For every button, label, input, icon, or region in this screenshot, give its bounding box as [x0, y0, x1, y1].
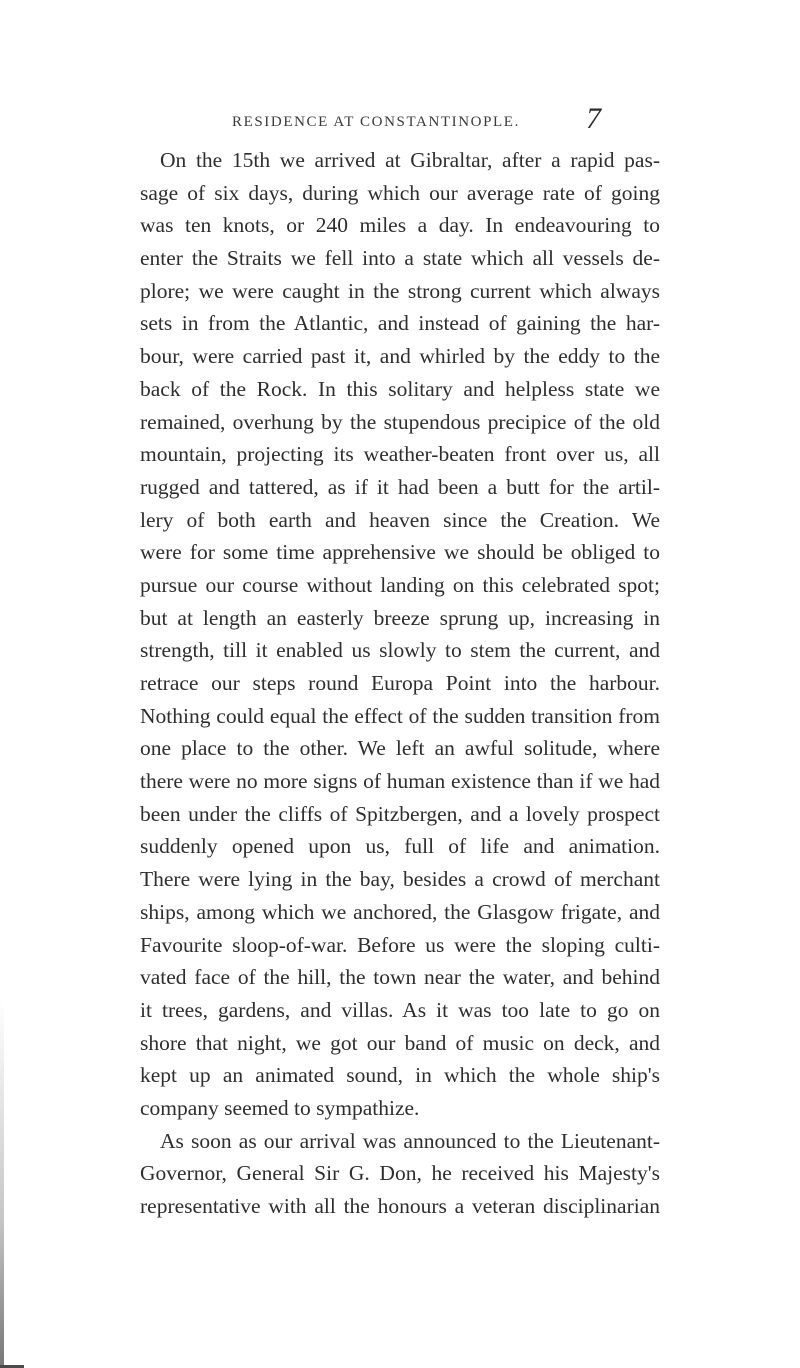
text-line: there were no more signs of human existence than if we had [140, 769, 660, 794]
text-line: mountain, projecting its weather-beaten front over us, all [140, 442, 660, 467]
text-line: retrace our steps round Europa Point into the harbour. [140, 671, 660, 695]
text-line: were for some time apprehensive we should be obliged to [140, 540, 660, 565]
text-line: was ten knots, or 240 miles a day. In endeavouring to [140, 213, 660, 238]
text-line: back of the Rock. In this solitary and helpless state we [140, 376, 660, 401]
paragraph [140, 1125, 660, 1223]
text-line: strength, till it enabled us slowly to stem the current, and [140, 638, 660, 663]
text-line: representative with all the honours a veteran disciplinarian [140, 1194, 660, 1218]
text-line: There were lying in the bay, besides a crowd of merchant [140, 867, 660, 892]
text-line: On the 15th we arrived at Gibraltar, after a rapid pas- [160, 148, 660, 172]
text-line: enter the Straits we fell into a state which all vessels de- [140, 246, 660, 271]
paragraph [140, 144, 660, 1125]
text-line: sage of six days, during which our average rate of going [140, 180, 660, 205]
text-line: rugged and tattered, as if it had been a butt for the artil- [140, 474, 660, 499]
text-line: ships, among which we anchored, the Glasgow frigate, and [140, 899, 660, 924]
text-line: it trees, gardens, and villas. As it was too late to go on [140, 997, 660, 1022]
body-text [140, 144, 660, 1223]
text-line: bour, were carried past it, and whirled by the eddy to the [140, 344, 660, 369]
text-line: been under the cliffs of Spitzbergen, and a lovely prospect [140, 801, 660, 826]
text-line: shore that night, we got our band of music on deck, and [140, 1030, 660, 1055]
text-line: suddenly opened upon us, full of life and animation. [140, 834, 660, 859]
text-line: one place to the other. We left an awful solitude, where [140, 736, 660, 761]
text-line: As soon as our arrival was announced to the Lieutenant- [160, 1128, 660, 1153]
text-line: pursue our course without landing on this celebrated spot; [140, 572, 660, 597]
text-line: Governor, General Sir G. Don, he received his Majesty's [140, 1161, 660, 1186]
text-line: plore; we were caught in the strong current which always [140, 278, 660, 303]
text-line: Favourite sloop-of-war. Before us were the sloping culti- [140, 932, 660, 957]
text-line: company seemed to sympathize. [140, 1095, 420, 1120]
text-line: remained, overhung by the stupendous precipice of the old [140, 409, 660, 434]
running-head [0, 100, 800, 140]
page-number: 7 [586, 102, 601, 135]
text-line: sets in from the Atlantic, and instead of gaining the har- [140, 311, 660, 336]
text-line: lery of both earth and heaven since the Creation. We [140, 507, 660, 532]
text-line: kept up an animated sound, in which the whole ship's [140, 1063, 660, 1088]
running-title: RESIDENCE AT CONSTANTINOPLE. [232, 114, 520, 130]
text-line: Nothing could equal the effect of the sudden transition from [140, 703, 660, 728]
text-line: but at length an easterly breeze sprung up, increasing in [140, 605, 660, 630]
page-edge-shadow [0, 1000, 4, 1368]
text-line: vated face of the hill, the town near the water, and behind [140, 965, 660, 990]
